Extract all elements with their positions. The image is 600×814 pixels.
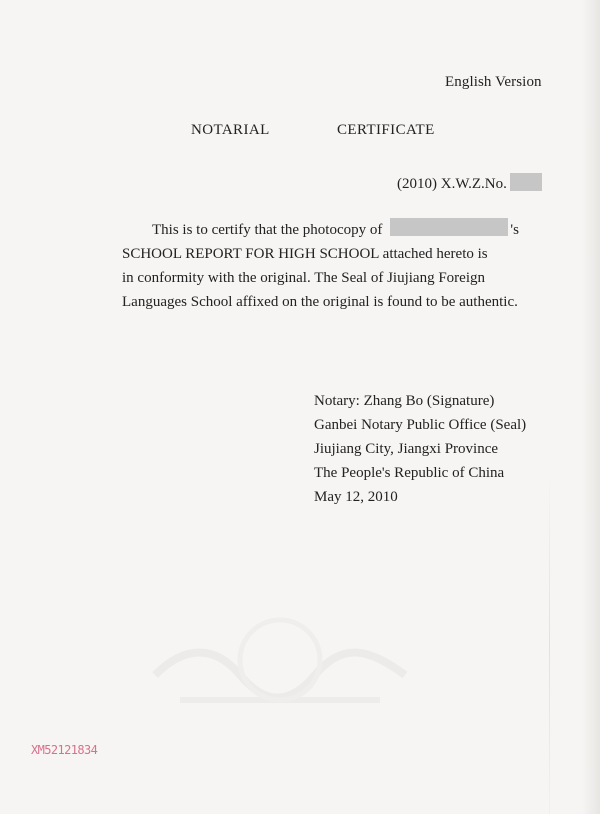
notary-name: Notary: Zhang Bo (Signature) xyxy=(314,393,495,409)
redacted-certificate-number xyxy=(510,173,542,191)
certificate-title-notarial: NOTARIAL xyxy=(191,122,270,138)
body-line-1 xyxy=(122,218,554,242)
notary-country: The People's Republic of China xyxy=(314,465,505,481)
embossed-seal-mark xyxy=(145,605,415,725)
certificate-body xyxy=(122,218,554,314)
notary-city: Jiujiang City, Jiangxi Province xyxy=(314,441,499,457)
certificate-date: May 12, 2010 xyxy=(314,489,398,505)
paper-fold-line xyxy=(549,470,550,814)
redacted-student-name xyxy=(390,218,508,236)
serial-number-stamp: XM52121834 xyxy=(31,743,98,757)
certificate-number xyxy=(397,173,542,193)
certificate-number-prefix: (2010) X.W.Z.No. xyxy=(397,176,507,192)
notary-signature-block xyxy=(314,389,526,509)
body-line-4: Languages School affixed on the original is found to be authentic. xyxy=(122,294,518,310)
body-line-2: SCHOOL REPORT FOR HIGH SCHOOL attached hereto is xyxy=(122,246,488,262)
english-version-label: English Version xyxy=(445,74,542,90)
notary-office: Ganbei Notary Public Office (Seal) xyxy=(314,417,527,433)
paper-edge-shadow xyxy=(582,0,600,814)
body-line-3: in conformity with the original. The Seal of Jiujiang Foreign xyxy=(122,270,485,286)
body-line-1-text: This is to certify that the photocopy of xyxy=(152,222,383,238)
certificate-title-certificate: CERTIFICATE xyxy=(337,122,435,138)
body-line-1-suffix: 's xyxy=(510,222,519,238)
